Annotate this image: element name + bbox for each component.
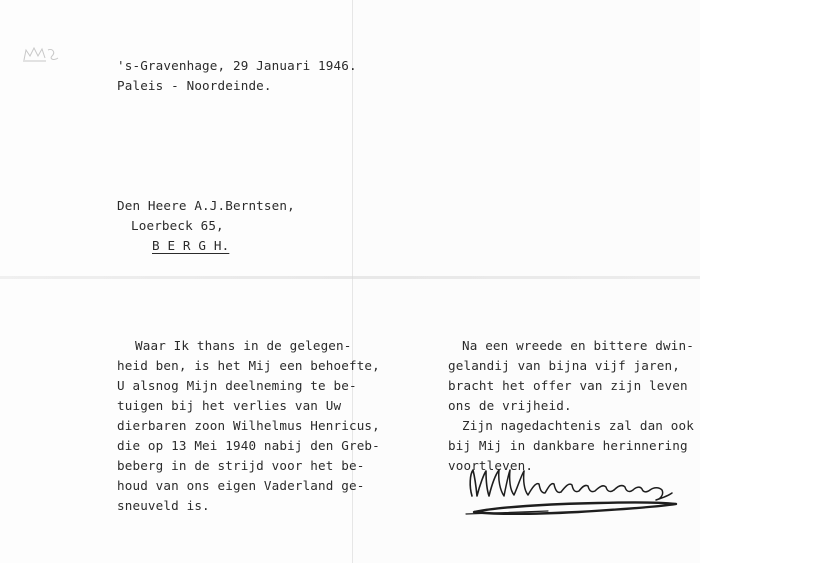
body-right-line: ons de vrijheid. [448, 398, 572, 413]
date-line: 's-Gravenhage, 29 Januari 1946. [117, 58, 357, 73]
body-right-line: gelandij van bijna vijf jaren, [448, 358, 680, 373]
body-left-line: Waar Ik thans in de gelegen- [135, 338, 352, 353]
body-left-line: die op 13 Mei 1940 nabij den Greb- [117, 438, 380, 453]
body-right-line: Na een wreede en bittere dwin- [462, 338, 694, 353]
body-left-line: beberg in de strijd voor het be- [117, 458, 365, 473]
body-left-line: U alsnog Mijn deelneming te be- [117, 378, 357, 393]
body-left-line: heid ben, is het Mij een behoefte, [117, 358, 380, 373]
body-right-line: voortleven. [448, 458, 534, 473]
body-left-line: sneuveld is. [117, 498, 210, 513]
body-right-line: bracht het offer van zijn leven [448, 378, 688, 393]
body-left-line: tuigen bij het verlies van Uw [117, 398, 342, 413]
body-right-line: bij Mij in dankbare herinnering [448, 438, 688, 453]
location-line: Paleis - Noordeinde. [117, 78, 272, 93]
body-left-line: dierbaren zoon Wilhelmus Henricus, [117, 418, 380, 433]
signature [458, 462, 690, 528]
recipient-name: Den Heere A.J.Berntsen, [117, 198, 295, 213]
paper-fold [0, 276, 700, 279]
recipient-city: B E R G H. [152, 238, 230, 253]
body-right-line: Zijn nagedachtenis zal dan ook [462, 418, 694, 433]
royal-crest-icon [18, 44, 64, 64]
body-left-line: houd van ons eigen Vaderland ge- [117, 478, 365, 493]
recipient-street: Loerbeck 65, [131, 218, 224, 233]
